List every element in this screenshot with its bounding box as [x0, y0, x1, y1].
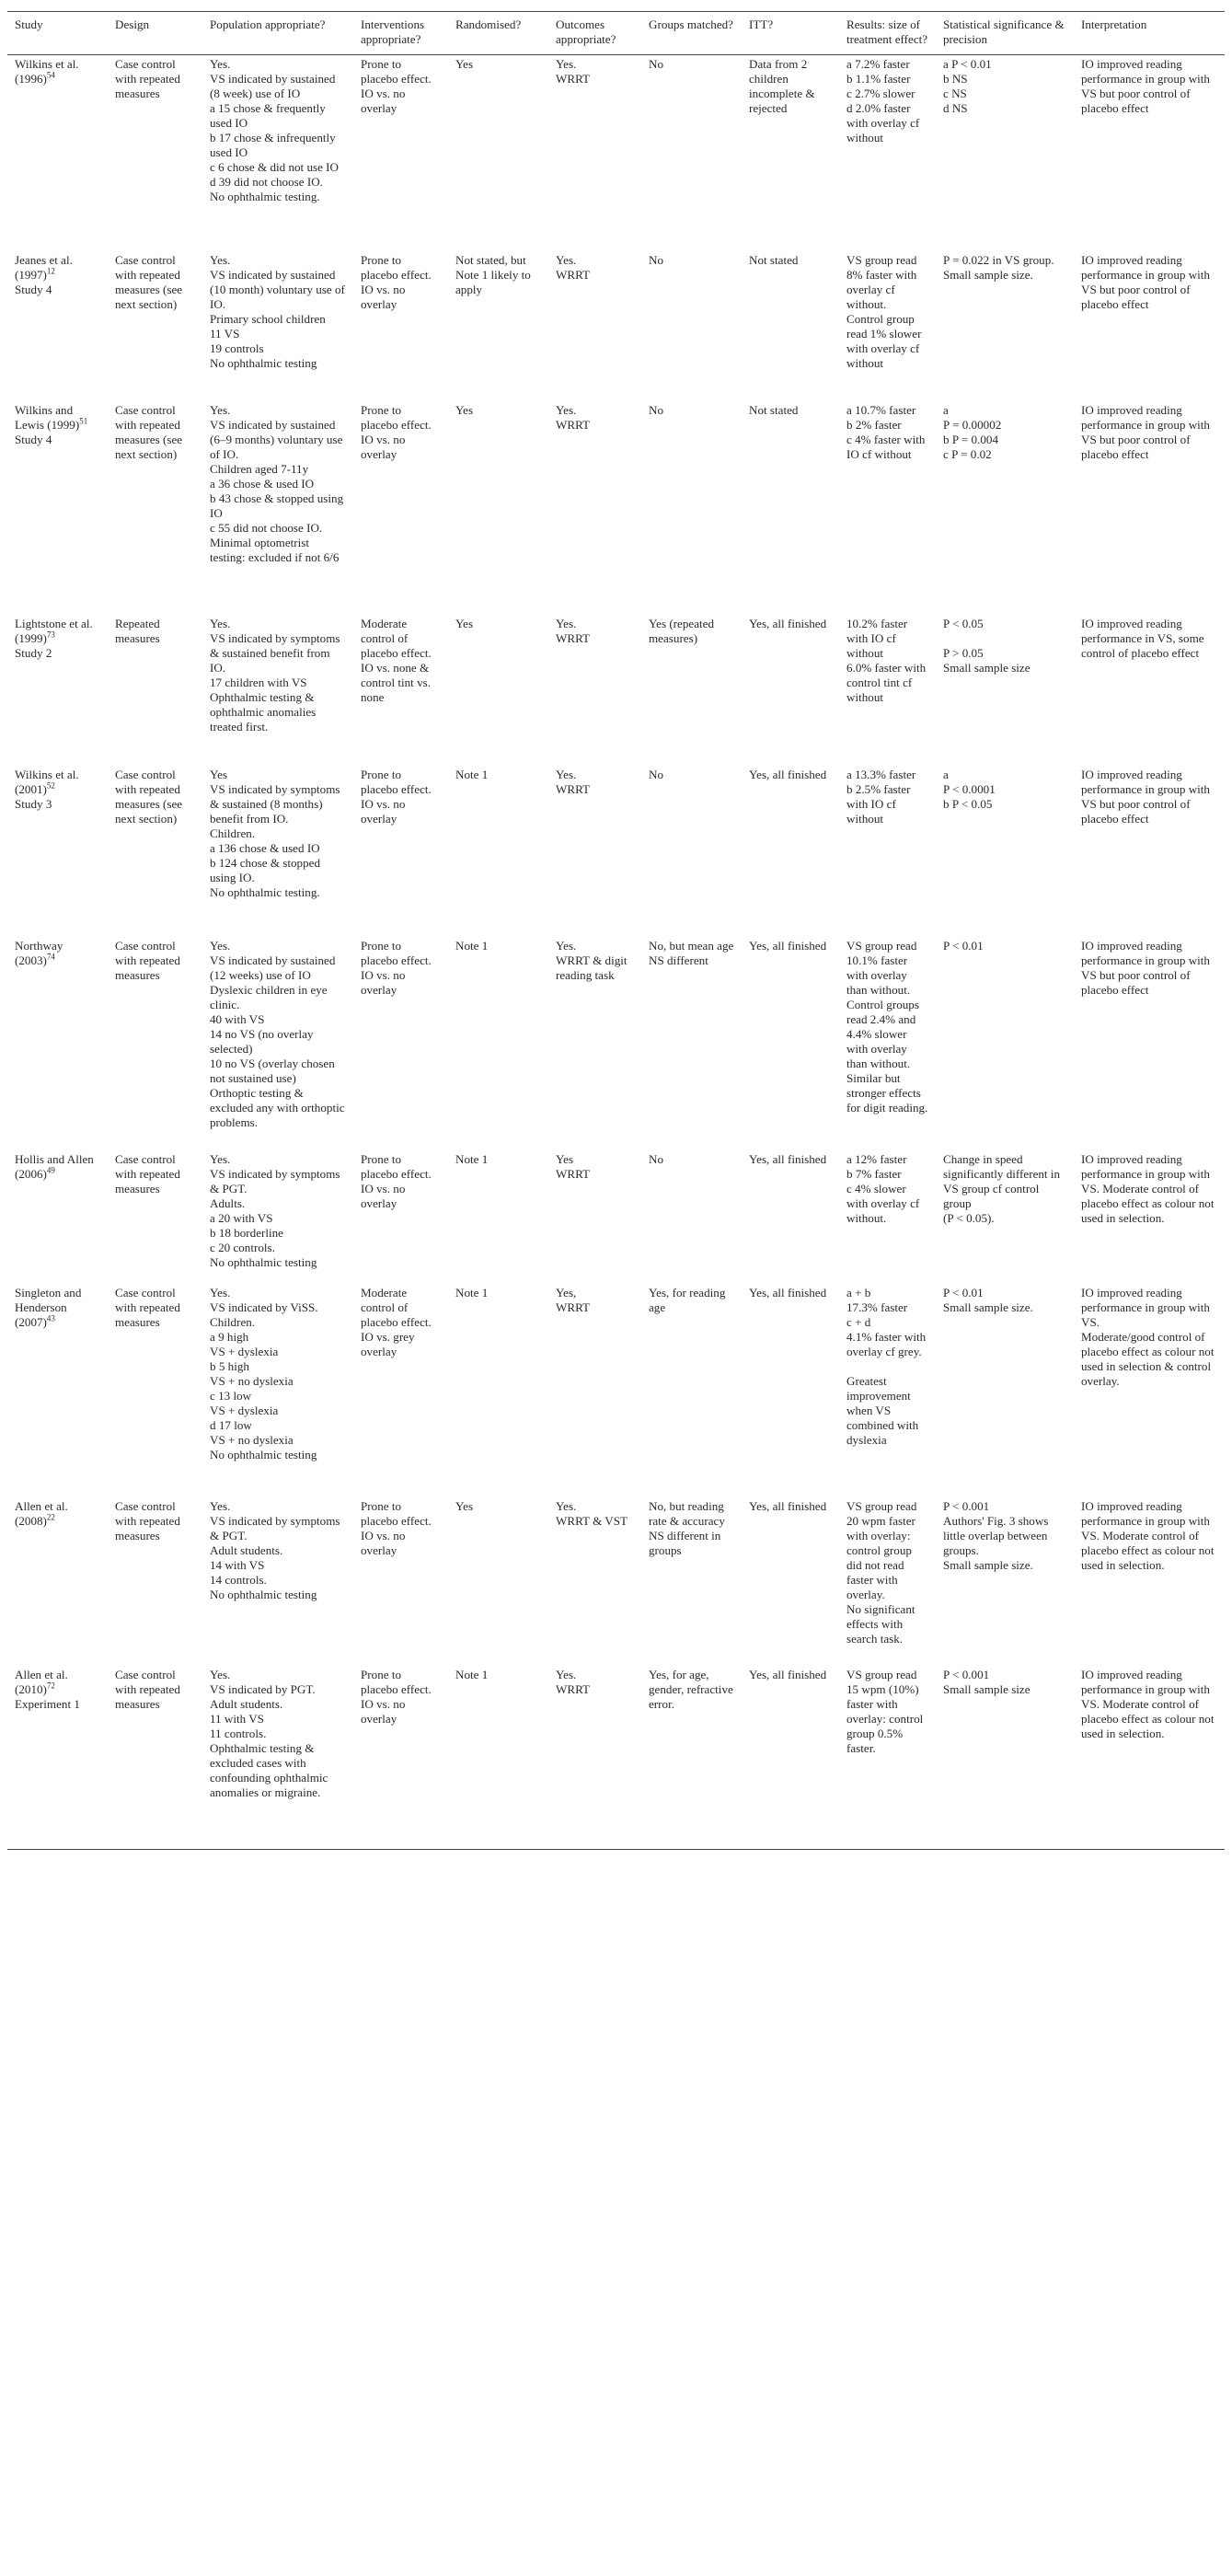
cell-results: a 12% faster b 7% faster c 4% slower with overlay cf without. [846, 1151, 920, 1225]
study-reference: 22 [46, 1512, 55, 1522]
study-name: Hollis and Allen (2006) [15, 1151, 94, 1181]
cell-itt: Yes, all finished [749, 616, 827, 630]
cell-interpretation: IO improved reading performance in group with VS. Moderate control of placebo effect as colour not used in selection. [1074, 1666, 1225, 1850]
cell-results: a 7.2% faster b 1.1% faster c 2.7% slower d 2.0% faster with overlay cf without [846, 57, 920, 144]
cell-interventions: Prone to placebo effect. IO vs. no overlay [361, 1151, 432, 1210]
cell-itt: Yes, all finished [749, 767, 827, 781]
cell-statistics: P < 0.001 Authors' Fig. 3 shows little overlap between groups. Small sample size. [943, 1498, 1049, 1572]
cell-results: a 13.3% faster b 2.5% faster with IO cf without [846, 767, 916, 826]
study-suffix: Experiment 1 [15, 1696, 80, 1711]
cell-groups-matched: Yes (repeated measures) [649, 616, 715, 645]
cell-results: VS group read 8% faster with overlay cf without. Control group read 1% slower with overlay cf without [846, 252, 922, 370]
cell-randomised: Yes [455, 402, 474, 417]
table-row [7, 1666, 1225, 1850]
study-reference: 74 [46, 952, 55, 962]
cell-population: Yes VS indicated by symptoms & sustained (8 months) benefit from IO. Children. a 136 chose & used IO b 124 chose & stopped using IO. No ophthalmic testing. [210, 767, 340, 899]
cell-interventions: Prone to placebo effect. IO vs. no overlay [353, 1666, 448, 1850]
table-row [7, 937, 1225, 1150]
cell-interpretation: IO improved reading performance in group with VS but poor control of placebo effect [1081, 402, 1210, 461]
cell-study [7, 55, 108, 251]
cell-study [7, 1666, 108, 1850]
cell-design: Case control with repeated measures [108, 1666, 202, 1850]
cell-study [7, 401, 108, 615]
cell-interventions: Prone to placebo effect. IO vs. no overlay [361, 402, 432, 461]
study-name: Wilkins et al. (2001) [15, 767, 79, 796]
table-row [7, 1497, 1225, 1666]
cell-population: Yes. VS indicated by PGT. Adult students. 11 with VS 11 controls. Ophthalmic testing & excluded cases with confounding ophthalmic anomalies or migraine. [202, 1666, 353, 1850]
study-suffix: Study 4 [15, 432, 52, 446]
cell-outcomes: Yes. WRRT [556, 57, 591, 86]
header-interventions: Interventions appropriate? [353, 12, 448, 55]
cell-study [7, 766, 108, 937]
cell-interpretation: IO improved reading performance in group with VS but poor control of placebo effect [1081, 252, 1210, 311]
cell-outcomes: Yes. WRRT [556, 616, 591, 645]
cell-study [7, 937, 108, 1150]
cell-results: a 10.7% faster b 2% faster c 4% faster with IO cf without [846, 402, 926, 461]
cell-population: Yes. VS indicated by symptoms & sustained benefit from IO. 17 children with VS Ophthalmic testing & ophthalmic anomalies treated first. [210, 616, 340, 734]
cell-randomised: Yes [455, 616, 474, 630]
cell-itt: Yes, all finished [749, 1285, 827, 1300]
table-row [7, 766, 1225, 937]
cell-statistics: a P < 0.0001 b P < 0.05 [943, 767, 996, 811]
study-name: Jeanes et al. (1997) [15, 252, 73, 282]
study-reference: 54 [46, 70, 55, 80]
study-reference: 51 [79, 416, 88, 426]
header-population: Population appropriate? [202, 12, 353, 55]
study-name: Lightstone et al. (1999) [15, 616, 93, 645]
cell-groups-matched: No [649, 57, 664, 71]
cell-outcomes: Yes WRRT [556, 1151, 591, 1181]
cell-itt: Yes, all finished [749, 1151, 827, 1166]
cell-randomised: Not stated, but Note 1 likely to apply [455, 252, 531, 296]
study-name: Wilkins et al. (1996) [15, 57, 79, 86]
cell-design: Case control with repeated measures [115, 57, 180, 100]
cell-groups-matched: No [649, 252, 664, 267]
header-row [7, 12, 1225, 55]
cell-interpretation: IO improved reading performance in group with VS but poor control of placebo effect [1081, 767, 1210, 826]
cell-randomised: Note 1 [448, 1666, 548, 1850]
study-name: Wilkins and Lewis (1999) [15, 402, 80, 432]
study-suffix: Study 2 [15, 645, 52, 660]
cell-statistics: P < 0.01 [943, 938, 984, 953]
header-study: Study [7, 12, 108, 55]
study-suffix: Study 3 [15, 796, 52, 811]
cell-statistics: P < 0.01 Small sample size. [943, 1285, 1033, 1314]
cell-randomised: Note 1 [455, 1151, 489, 1166]
cell-itt: Data from 2 children incomplete & rejected [749, 57, 815, 115]
study-name: Allen et al. (2008) [15, 1498, 68, 1528]
cell-design: Case control with repeated measures [115, 1151, 180, 1196]
cell-results: a + b 17.3% faster c + d 4.1% faster with overlay cf grey. Greatest improvement when VS combined with dyslexia [846, 1285, 927, 1447]
header-results: Results: size of treatment effect? [839, 12, 936, 55]
cell-population: Yes. VS indicated by symptoms & PGT. Adults. a 20 with VS b 18 borderline c 20 controls. No ophthalmic testing [210, 1151, 340, 1269]
study-reference: 43 [46, 1313, 55, 1323]
cell-study [7, 1150, 108, 1284]
cell-interventions: Prone to placebo effect. IO vs. no overlay [361, 57, 432, 115]
cell-population: Yes. VS indicated by sustained (12 weeks) use of IO Dyslexic children in eye clinic. 40 with VS 14 no VS (no overlay selected) 10 no VS (overlay chosen not sustained use) Orthoptic testing & excluded any with orthoptic problems. [210, 938, 345, 1129]
cell-statistics: a P < 0.01 b NS c NS d NS [943, 57, 992, 115]
table-row [7, 1284, 1225, 1497]
cell-outcomes: Yes. WRRT [548, 1666, 641, 1850]
header-interpretation: Interpretation [1074, 12, 1225, 55]
table-row [7, 615, 1225, 766]
study-reference: 12 [46, 266, 55, 276]
table-header [7, 12, 1225, 55]
cell-results: VS group read 15 wpm (10%) faster with overlay: control group 0.5% faster. [839, 1666, 936, 1850]
cell-population: Yes. VS indicated by sustained (10 month) voluntary use of IO. Primary school children 11 VS 19 controls No ophthalmic testing [210, 252, 345, 370]
cell-randomised: Note 1 [455, 767, 489, 781]
cell-population: Yes. VS indicated by symptoms & PGT. Adult students. 14 with VS 14 controls. No ophthalmic testing [210, 1498, 340, 1601]
cell-itt: Not stated [749, 402, 799, 417]
table-row [7, 401, 1225, 615]
cell-design: Repeated measures [115, 616, 160, 645]
cell-study [7, 251, 108, 401]
study-reference: 72 [46, 1681, 55, 1691]
cell-interventions: Prone to placebo effect. IO vs. no overlay [361, 767, 432, 826]
cell-itt: Not stated [749, 252, 799, 267]
cell-interventions: Moderate control of placebo effect. IO vs. grey overlay [361, 1285, 432, 1358]
header-itt: ITT? [742, 12, 839, 55]
cell-design: Case control with repeated measures (see next section) [115, 767, 183, 826]
cell-design: Case control with repeated measures [115, 938, 180, 982]
cell-statistics: P < 0.05 P > 0.05 Small sample size [943, 616, 1031, 675]
cell-outcomes: Yes. WRRT & VST [556, 1498, 628, 1528]
cell-study [7, 1284, 108, 1497]
cell-groups-matched: Yes, for reading age [649, 1285, 726, 1314]
cell-outcomes: Yes. WRRT [556, 252, 591, 282]
study-reference: 73 [46, 630, 55, 640]
cell-study [7, 615, 108, 766]
cell-statistics: Change in speed significantly different in VS group cf control group (P < 0.05). [943, 1151, 1061, 1225]
cell-interpretation: IO improved reading performance in group with VS but poor control of placebo effect [1081, 57, 1210, 115]
study-table [7, 11, 1225, 1850]
cell-population: Yes. VS indicated by sustained (8 week) use of IO a 15 chose & frequently used IO b 17 chose & infrequently used IO c 6 chose & did not use IO d 39 did not choose IO. No ophthalmic testing. [210, 57, 340, 203]
cell-results: VS group read 10.1% faster with overlay than without. Control groups read 2.4% and 4.4% slower with overlay than without. Similar but stronger effects for digit reading. [846, 938, 928, 1115]
cell-interventions: Prone to placebo effect. IO vs. no overlay [361, 252, 432, 311]
cell-groups-matched: Yes, for age, gender, refractive error. [641, 1666, 742, 1850]
cell-groups-matched: No [649, 767, 664, 781]
study-reference: 52 [46, 780, 55, 791]
study-name: Northway (2003) [15, 938, 63, 967]
cell-results: 10.2% faster with IO cf without 6.0% faster with control tint cf without [846, 616, 927, 704]
cell-design: Case control with repeated measures (see next section) [115, 252, 183, 311]
cell-results: VS group read 20 wpm faster with overlay: control group did not read faster with overlay. No significant effects with search task. [846, 1498, 917, 1646]
table-body [7, 55, 1225, 1850]
cell-randomised: Note 1 [455, 938, 489, 953]
cell-outcomes: Yes. WRRT [556, 767, 591, 796]
cell-groups-matched: No [649, 402, 664, 417]
header-outcomes: Outcomes appropriate? [548, 12, 641, 55]
cell-groups-matched: No [649, 1151, 664, 1166]
cell-study [7, 1497, 108, 1666]
cell-statistics: a P = 0.00002 b P = 0.004 c P = 0.02 [943, 402, 1002, 461]
study-reference: 49 [46, 1165, 55, 1175]
cell-interventions: Moderate control of placebo effect. IO vs. none & control tint vs. none [361, 616, 432, 704]
cell-design: Case control with repeated measures [115, 1498, 180, 1542]
cell-statistics: P < 0.001 Small sample size [936, 1666, 1074, 1850]
cell-outcomes: Yes. WRRT & digit reading task [556, 938, 628, 982]
cell-interpretation: IO improved reading performance in group with VS but poor control of placebo effect [1081, 938, 1210, 997]
cell-randomised: Yes [455, 57, 474, 71]
cell-randomised: Yes [455, 1498, 474, 1513]
cell-groups-matched: No, but reading rate & accuracy NS different in groups [649, 1498, 725, 1557]
cell-population: Yes. VS indicated by sustained (6–9 months) voluntary use of IO. Children aged 7-11y a 36 chose & used IO b 43 chose & stopped using IO c 55 did not choose IO. Minimal optometrist testing: excluded if not 6/6 [210, 402, 344, 564]
cell-randomised: Note 1 [455, 1285, 489, 1300]
cell-groups-matched: No, but mean age NS different [649, 938, 734, 967]
study-suffix: Study 4 [15, 282, 52, 296]
cell-outcomes: Yes, WRRT [556, 1285, 591, 1314]
cell-interpretation: IO improved reading performance in VS, some control of placebo effect [1081, 616, 1204, 660]
cell-interventions: Prone to placebo effect. IO vs. no overlay [361, 1498, 432, 1557]
cell-outcomes: Yes. WRRT [556, 402, 591, 432]
study-name: Allen et al. (2010) [15, 1667, 68, 1696]
study-name: Singleton and Henderson (2007) [15, 1285, 82, 1329]
cell-design: Case control with repeated measures [115, 1285, 180, 1329]
table-row [7, 1150, 1225, 1284]
header-design: Design [108, 12, 202, 55]
header-randomised: Randomised? [448, 12, 548, 55]
cell-interventions: Prone to placebo effect. IO vs. no overlay [361, 938, 432, 997]
cell-itt: Yes, all finished [749, 1498, 827, 1513]
header-statistics: Statistical significance & precision [936, 12, 1074, 55]
cell-design: Case control with repeated measures (see next section) [115, 402, 183, 461]
cell-interpretation: IO improved reading performance in group with VS. Moderate control of placebo effect as colour not used in selection. [1081, 1151, 1215, 1225]
cell-population: Yes. VS indicated by ViSS. Children. a 9 high VS + dyslexia b 5 high VS + no dyslexia c 13 low VS + dyslexia d 17 low VS + no dyslexia No ophthalmic testing [210, 1285, 318, 1461]
cell-interpretation: IO improved reading performance in group with VS. Moderate/good control of placebo effect as colour not used in selection & control overlay. [1081, 1285, 1215, 1388]
cell-itt: Yes, all finished [742, 1666, 839, 1850]
header-groups-matched: Groups matched? [641, 12, 742, 55]
cell-statistics: P = 0.022 in VS group. Small sample size. [943, 252, 1054, 282]
cell-interpretation: IO improved reading performance in group with VS. Moderate control of placebo effect as colour not used in selection. [1081, 1498, 1215, 1572]
table-row [7, 55, 1225, 251]
table-row [7, 251, 1225, 401]
cell-itt: Yes, all finished [749, 938, 827, 953]
